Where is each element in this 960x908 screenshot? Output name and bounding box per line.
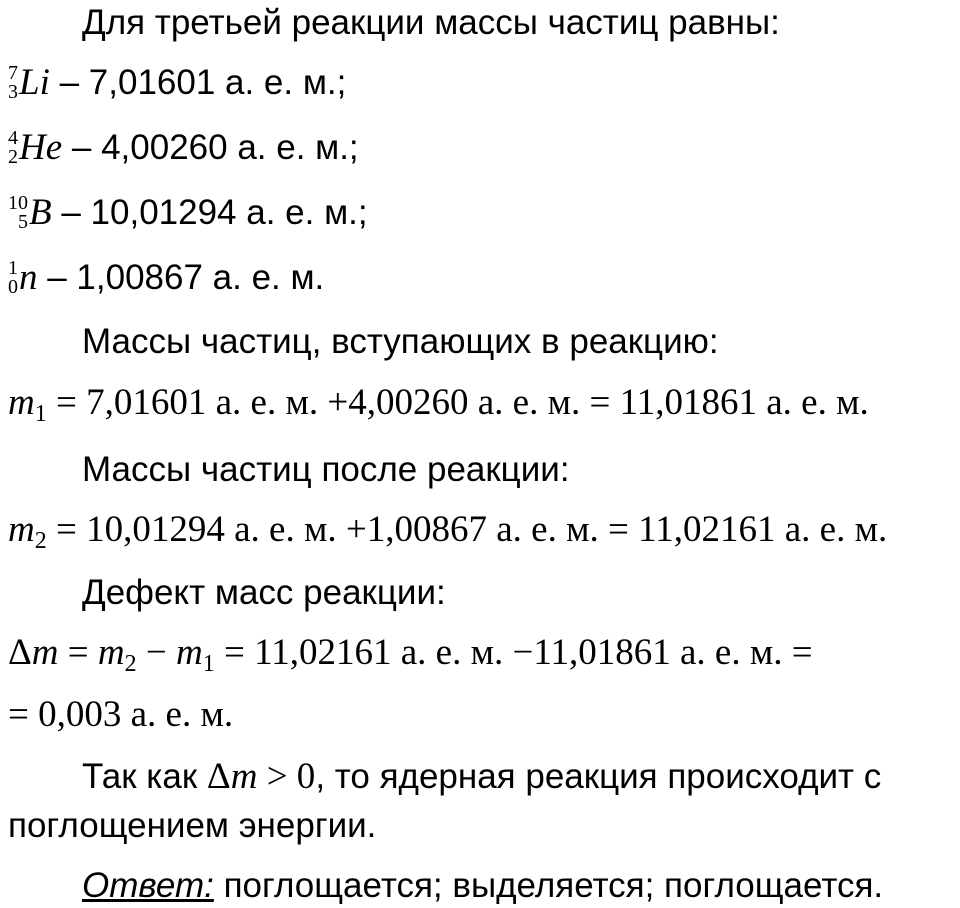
m1-expr: = 7,01601 а. е. м. +4,00260 а. е. м. = 11,01861 а. е. м. (46, 382, 869, 423)
answer-line (82, 866, 883, 906)
answer-text: поглощается; выделяется; поглощается. (213, 866, 884, 905)
answer-label: Ответ: (82, 866, 214, 905)
particle-he (8, 128, 359, 169)
particle-mass: – 7,01601 а. е. м.; (59, 63, 347, 102)
mass-number: 4 (8, 126, 18, 149)
defect-m2-sub: 2 (124, 651, 137, 677)
m1-equation (8, 383, 869, 434)
particle-mass: – 1,00867 а. е. м. (47, 258, 325, 297)
conclusion-line2: поглощением энергии. (8, 806, 377, 845)
particle-mass: – 4,00260 а. е. м.; (71, 128, 359, 167)
delta-symbol: Δ (8, 632, 32, 673)
intro-text: Для третьей реакции массы частиц равны: (82, 3, 780, 42)
m1-var: m (8, 382, 35, 423)
isotope-he (8, 128, 62, 169)
after-heading: Массы частиц после реакции: (82, 450, 570, 489)
defect-m1: m (176, 632, 203, 673)
charge-number: 2 (8, 145, 18, 168)
m2-equation (8, 510, 887, 561)
mass-number: 1 (8, 256, 18, 279)
charge-number: 0 (8, 275, 18, 298)
m2-expr: = 10,01294 а. е. м. +1,00867 а. е. м. = 11,02161 а. е. м. (46, 509, 888, 550)
conclusion-cond: > 0 (257, 756, 316, 797)
defect-m1-sub: 1 (202, 651, 215, 677)
defect-result: = 0,003 а. е. м. (8, 694, 234, 735)
m1-sub: 1 (34, 401, 47, 427)
mass-number: 10 (8, 191, 28, 214)
conclusion-var: m (230, 756, 258, 797)
conclusion-prefix: Так как (82, 757, 207, 796)
defect-expr: = 11,02161 а. е. м. −11,01861 а. е. м. = (214, 632, 813, 673)
element-symbol: n (19, 257, 38, 298)
defect-minus: − (136, 632, 177, 673)
defect-equation (8, 633, 813, 684)
particle-b (8, 193, 368, 234)
m2-var: m (8, 509, 35, 550)
isotope-n (8, 258, 38, 299)
isotope-li (8, 63, 50, 104)
element-symbol: B (29, 192, 52, 233)
mass-number: 7 (8, 61, 18, 84)
defect-eq: = (58, 632, 98, 673)
element-symbol: He (19, 127, 63, 168)
element-symbol: Li (19, 62, 50, 103)
charge-number: 5 (18, 210, 28, 233)
before-heading: Массы частиц, вступающих в реакцию: (82, 322, 719, 361)
charge-number: 3 (8, 80, 18, 103)
particle-n (8, 258, 324, 299)
m2-sub: 2 (34, 528, 47, 554)
particle-mass: – 10,01294 а. е. м.; (61, 193, 368, 232)
defect-var: m (31, 632, 59, 673)
particle-li (8, 63, 346, 104)
conclusion-delta: Δ (206, 756, 231, 797)
isotope-b (8, 193, 52, 234)
defect-heading: Дефект масс реакции: (82, 573, 446, 612)
conclusion-suffix: , то ядерная реакция происходит с (315, 757, 882, 796)
defect-m2: m (97, 632, 125, 673)
conclusion-line1 (82, 757, 881, 797)
